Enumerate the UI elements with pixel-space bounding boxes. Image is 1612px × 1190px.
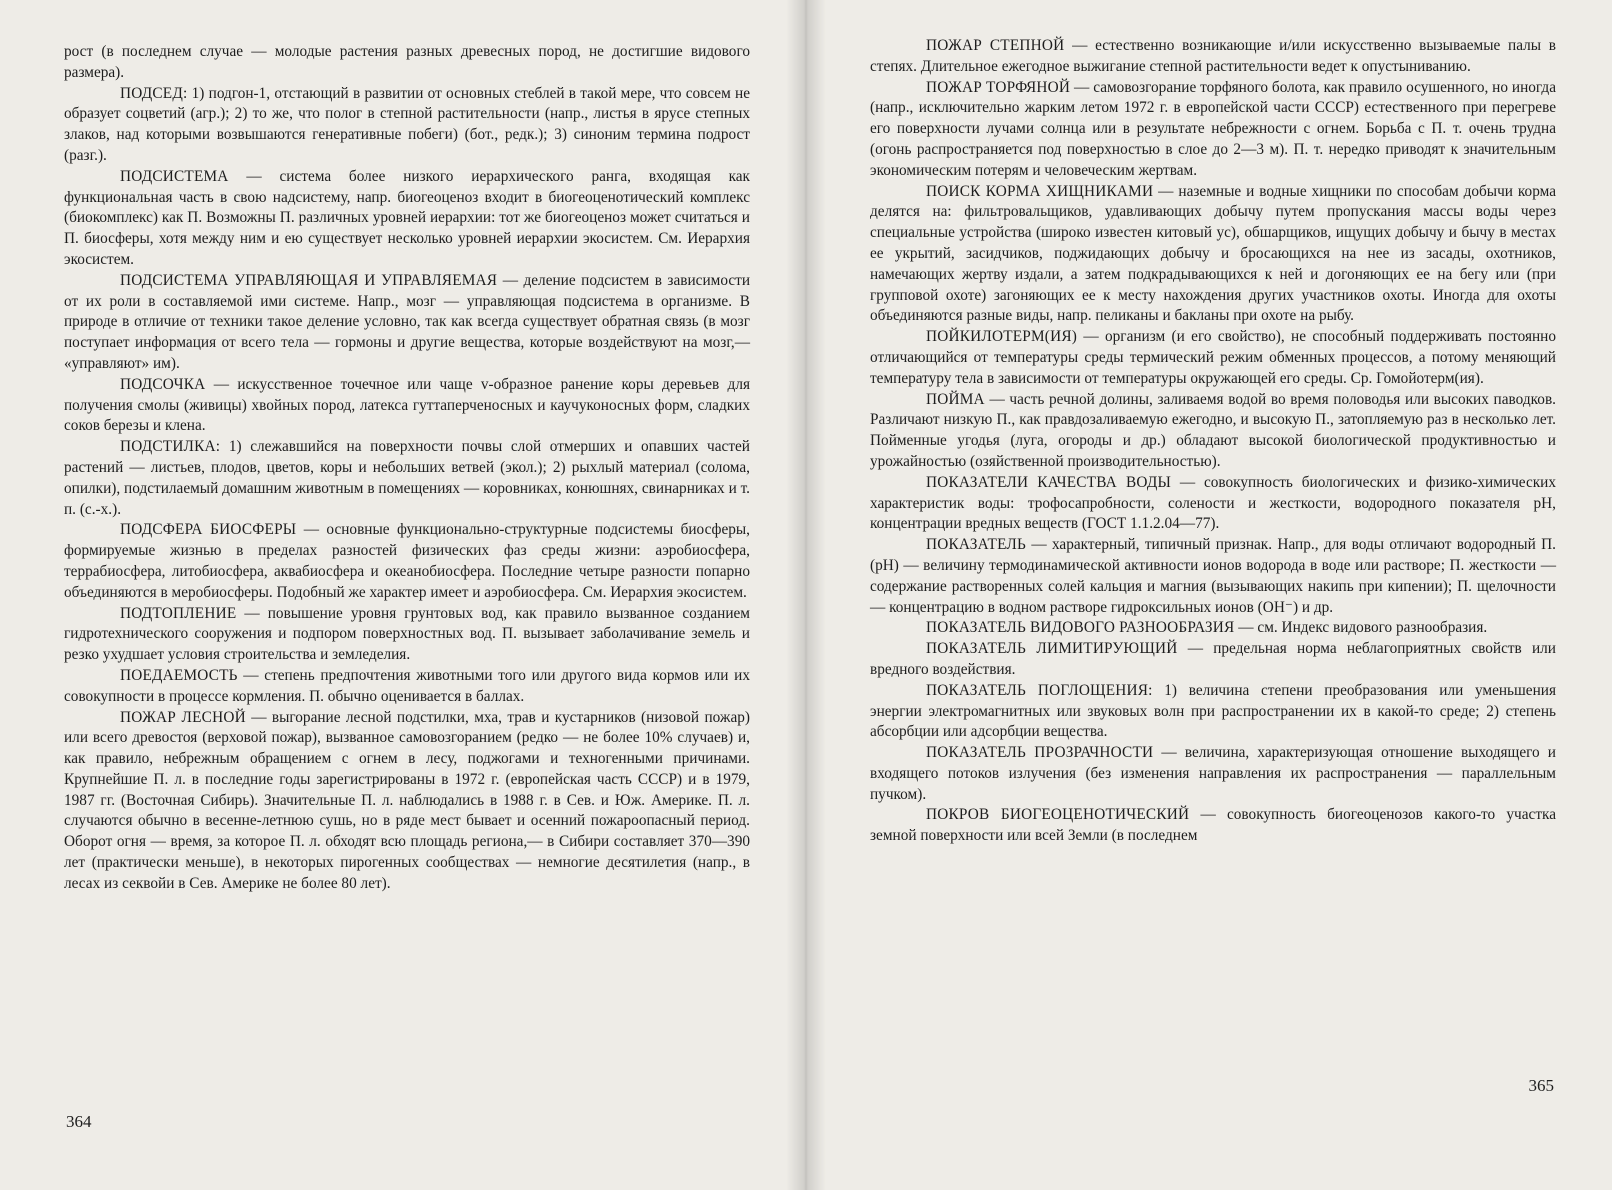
- entry-head: ПОДСОЧКА: [120, 375, 206, 393]
- entry-head: ПОКАЗАТЕЛИ КАЧЕСТВА ВОДЫ: [926, 473, 1172, 491]
- entry-body: — естественно возникающие и/или искусственно вызываемые палы в степях. Длительное ежегодное выжигание степной растительности ведет к опустыниванию.: [870, 37, 1556, 75]
- entry-head: ПОКАЗАТЕЛЬ ПОГЛОЩЕНИЯ:: [926, 681, 1153, 699]
- entry-body: — см. Индекс видового разнообразия.: [1234, 619, 1488, 637]
- entry: [870, 390, 1556, 473]
- entry: [64, 520, 750, 603]
- entry-body: — искусственное точечное или чаще v-образное ранение коры деревьев для получения смолы (живицы) хвойных пород, латекса гуттаперченосных и каучуконосных форм, сладких соков березы и клена.: [64, 375, 750, 435]
- entry-head: ПОДСЕД:: [120, 84, 188, 102]
- entry-body: — повышение уровня грунтовых вод, как правило вызванное созданием гидротехнического сооружения и подпором поверхностных вод. П. вызывает заболачивание земель и резко ухудшает условия строительства и земледелия.: [64, 604, 750, 664]
- entry-body: — основные функционально-структурные подсистемы биосферы, формируемые жизнью в пределах разностей физических фаз среды жизни: аэробиосфера, террабиосфера, литобиосфера, аквабиосфера и океанобиосфера. Последние четыре разности попарно объединяются в меробиосферы. Подобный же характер имеет и аэробиосфера. См. Иерархия экосистем.: [64, 521, 751, 601]
- entry-head: ПОЖАР ЛЕСНОЙ: [120, 708, 246, 726]
- entry: [64, 604, 750, 666]
- entry: [64, 666, 750, 708]
- entry-head: ПОЖАР ТОРФЯНОЙ: [926, 78, 1071, 96]
- entry-body: — организм (и его свойство), не способный поддерживать постоянно отличающийся от температуры среды термический режим обменных процессов, а потому меняющий температуру тела в зависимости от температуры окружающей его среды. Ср. Гомойотерм(ия).: [870, 328, 1556, 387]
- entry-body: — система более низкого иерархического ранга, входящая как функциональная часть в свою надсистему, напр. биогеоценоз входит в биогеоценотический комплекс (биокомплекс) как П. Возможны П. различных уровней иерархии: тот же биогеоценоз может считаться и П. биосферы, хотя между ним и ею существует несколько уровней иерархии экосистем. См. Иерархия экосистем.: [64, 167, 750, 268]
- entry-body: — совокупность биологических и физико-химических характеристик воды: трофосапробности, солености и жесткости, водородного показателя pH, концентрации вредных веществ (ГОСТ 1.1.2.04—77).: [870, 473, 1556, 533]
- entry: [870, 618, 1556, 639]
- entry-body: рост (в последнем случае — молодые растения разных древесных пород, не достигшие видового размера).: [64, 43, 750, 81]
- entry: [64, 708, 750, 895]
- entry-head: ПОКАЗАТЕЛЬ ПРОЗРАЧНОСТИ: [926, 744, 1154, 762]
- right-page: [806, 0, 1612, 1190]
- entry: [870, 743, 1556, 805]
- entry: [64, 42, 750, 84]
- entry: [64, 167, 750, 271]
- entry-body: — выгорание лесной подстилки, мха, трав и кустарников (низовой пожар) или всего древостоя (верховой пожар), вызванное самовозгоранием (редко — не более 10% случаев) и, как правило, небрежным обращением с огнем в лесу, поджогами и техногенными причинами. Крупнейшие П. л. в последние годы зарегистрированы в 1972 г. (европейская часть СССР) и в 1979, 1987 гг. (Восточная Сибирь). Значительные П. л. наблюдались в 1988 г. в Сев. и Юж. Америке. П. л. случаются обычно в весенне-летнюю сушь, но в ряде мест бывает и осенний пожароопасный период. Оборот огня — время, за которое П. л. обходят всю площадь региона,— в Сибири составляет 370—390 лет (практически меньше), в некоторых пирогенных сообществах — немногие десятилетия (напр., в лесах из секвойи в Сев. Америке не более 80 лет).: [64, 708, 750, 892]
- entry: [64, 271, 750, 375]
- entry: [870, 182, 1556, 328]
- entry-head: ПОЖАР СТЕПНОЙ: [926, 37, 1065, 54]
- entry-body: — деление подсистем в зависимости от их роли в составляемой ими системе. Напр., мозг — управляющая подсистема в организме. В природе в отличие от техники такое деление условно, так как всегда существует обратная связь (в мозг поступает информация от всего тела — гормоны и другие вещества, которые воздействуют на мозг,— «управляют» им).: [64, 271, 751, 372]
- entry: [870, 36, 1556, 78]
- entry: [870, 535, 1556, 618]
- entry-head: ПОДСТИЛКА:: [120, 438, 221, 456]
- entry-head: ПОЕДАЕМОСТЬ: [120, 666, 238, 684]
- entry: [870, 327, 1556, 389]
- entry-head: ПОЙМА: [926, 390, 985, 408]
- page-number: 365: [1528, 1076, 1554, 1095]
- entry-body: — самовозгорание торфяного болота, как правило осушенного, но иногда (напр., исключительно жарким летом 1972 г. в европейской части СССР) естественного при перегреве его поверхности лучами солнца или в результате небрежности с огнем. Борьба с П. т. очень трудна (огонь распространяется под поверхностью в слое до 2—3 м). П. т. нередко приводят к значительным экономическим потерям и человеческим жертвам.: [870, 78, 1556, 179]
- entry-body: — совокупность биогеоценозов какого-то участка земной поверхности или всей Земли (в последнем: [870, 806, 1556, 845]
- entry-body: 1) слежавшийся на поверхности почвы слой отмерших и опавших частей растений — листьев, плодов, цветов, коры и небольших ветвей (экол.); 2) рыхлый материал (солома, опилки), подстилаемый домашним животным в помещениях — коровниках, конюшнях, свинарниках и т. п. (с.-х.).: [64, 438, 750, 518]
- entry: [870, 805, 1556, 847]
- entry-body: — характерный, типичный признак. Напр., для воды отличают водородный П.(pH) — величину термодинамической активности ионов водорода в воде или растворе; П. жесткости — содержание растворенных солей кальция и магния (вызывающих накипь при кипении); П. щелочности — концентрацию в водном растворе гидроксильных ионов (OH⁻) и др.: [870, 536, 1556, 616]
- entry-head: ПОДСФЕРА БИОСФЕРЫ: [120, 521, 297, 539]
- left-page-text: [64, 42, 750, 895]
- entry-head: ПОДТОПЛЕНИЕ: [120, 604, 237, 622]
- entry-head: ПОИСК КОРМА ХИЩНИКАМИ: [926, 182, 1154, 200]
- entry-body: — степень предпочтения животными того или другого вида кормов или их совокупности в процессе кормления. П. обычно оценивается в баллах.: [64, 666, 750, 705]
- entry-head: ПОКРОВ БИОГЕОЦЕНОТИЧЕСКИЙ: [926, 806, 1190, 824]
- entry-body: — наземные и водные хищники по способам добычи корма делятся на: фильтровальщиков, удавливающих добычу путем пропускания массы воды через специальные устройства (широко известен китовый ус), обшарщиков, ищущих добычу и бычу в местах ее укрытий, засидчиков, поджидающих добычу и бросающихся на нее из засады, охотников, намечающих жертву издали, а затем подкрадывающихся к ней и догоняющих ее на бегу или (при групповой охоте) загоняющих ее к месту нахождения других участников охоты. Иногда для охоты объединяются разные виды, напр. пеликаны и бакланы при охоте на рыбу.: [870, 182, 1556, 325]
- entry: [870, 639, 1556, 681]
- entry-head: ПОКАЗАТЕЛЬ ВИДОВОГО РАЗНООБРАЗИЯ: [926, 619, 1235, 637]
- entry: [64, 375, 750, 437]
- entry-head: ПОЙКИЛОТЕРМ(ИЯ): [926, 328, 1078, 346]
- entry-body: — величина, характеризующая отношение выходящего и входящего потоков излучения (без изменения направления их распространения — параллельным пучком).: [870, 744, 1556, 803]
- entry-body: — часть речной долины, заливаемя водой во время половодья или высоких паводков. Различают низкую П., как правдозаливаемую ежегодно, и высокую П., затопляемую раз в несколько лет. Пойменные угодья (луга, огороды и др.) обладают высокой биологической продуктивностью и урожайностью (озяйственной производительностью).: [870, 390, 1556, 470]
- right-page-text: [870, 36, 1556, 847]
- entry: [870, 681, 1556, 743]
- entry: [870, 473, 1556, 535]
- book-gutter-shadow: [786, 0, 826, 1190]
- page-number: 364: [66, 1112, 92, 1131]
- entry: [64, 437, 750, 520]
- entry: [64, 84, 750, 167]
- entry-head: ПОКАЗАТЕЛЬ ЛИМИТИРУЮЩИЙ: [926, 640, 1178, 658]
- entry-head: ПОДСИСТЕМА: [120, 167, 229, 185]
- entry-head: ПОКАЗАТЕЛЬ: [926, 536, 1026, 554]
- entry-body: 1) подгон-1, отстающий в развитии от основных стеблей в такой мере, что совсем не образует соцветий (агр.); 2) то же, что полог в степной растительности (напр., листья в ярусе степных злаков, над которыми возвышаются генеративные побеги) (бот., редк.); 3) синоним термина подрост (разг.).: [64, 84, 750, 164]
- entry-body: 1) величина степени преобразования или уменьшения энергии электромагнитных или звуковых волн при распространении их в какой-то среде; 2) степень абсорбции или адсорбции вещества.: [870, 681, 1556, 741]
- entry-head: ПОДСИСТЕМА УПРАВЛЯЮЩАЯ И УПРАВЛЯЕМАЯ: [120, 271, 498, 289]
- entry-body: — предельная норма неблагоприятных свойств или вредного воздействия.: [870, 640, 1556, 678]
- entry: [870, 78, 1556, 182]
